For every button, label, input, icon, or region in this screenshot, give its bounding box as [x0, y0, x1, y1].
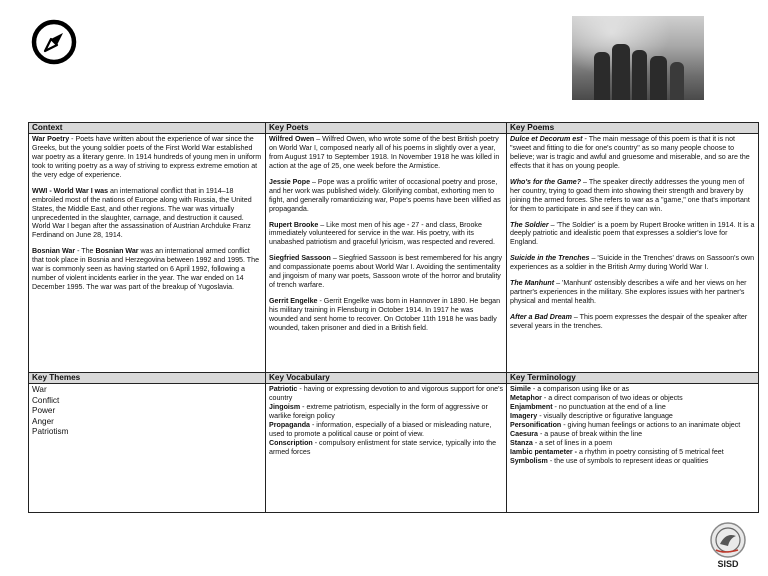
- key-vocabulary-header: Key Vocabulary: [266, 373, 507, 384]
- context-wwi: WWI - World War I was an international conflict that in 1914–18 embroiled most of the nations of Europe along with Russia, the United States, the Middle East, and other regions. The war was virtually unprecedented in the slaughter, carnage, and destruction it caused. World War I began after the assassination of Austrian Archduke Franz Ferdinand on June 28, 1914.: [32, 186, 252, 240]
- soldiers-photo: [572, 16, 704, 100]
- key-poems-cell: [507, 134, 759, 373]
- poem-entry: Dulce et Decorum est - The main message of this poem is that it is not "sweet and fitting to die for one's country" as so many people choose to believe; war is tragic and awful and gruesome and miserable, and so are the effects that it has on young people.: [510, 135, 750, 170]
- context-war-poetry: War Poetry - Poets have written about the experience of war since the Greeks, but the young soldier poets of the First World War established war poetry as a literary genre. In 1914 hundreds of young men in uniform took to writing poetry as a way of striving to express extreme emotion at the very edge of experience.: [32, 135, 262, 179]
- key-poets-header: Key Poets: [266, 123, 507, 134]
- key-themes-cell: [29, 384, 266, 513]
- key-terminology-header: Key Terminology: [507, 373, 759, 384]
- poet-entry: Jessie Pope – Pope was a prolific writer of occasional poetry and prose, and her work was published widely. Glorifying combat, exhorting men to fight, and generally romanticizing war, Pope's poems have been vilified as propaganda.: [269, 177, 501, 213]
- term-entry: Stanza - a set of lines in a poem: [510, 438, 613, 447]
- poem-entry: Who's for the Game? – The speaker directly addresses the young men of her country, trying to goad them into showing their strength and bravery by joining the armed forces. She refers to war as a "game," one that's important for them to participate in and see if they can win.: [510, 177, 750, 213]
- poet-entry: Wilfred Owen – Wilfred Owen, who wrote some of the best British poetry on World War I, composed nearly all of his poems in slightly over a year, from August 1917 to September 1918. In November 1918 he was killed in action at the age of 25, one week before the Armistice.: [269, 135, 500, 170]
- term-entry: Caesura - a pause of break within the line: [510, 429, 643, 438]
- key-terminology-cell: [507, 384, 759, 513]
- poem-entry: After a Bad Dream – This poem expresses the despair of the speaker after several years in the trenches.: [510, 313, 748, 330]
- term-entry: Simile - a comparison using like or as: [510, 385, 630, 393]
- logo-text: SISD: [717, 559, 739, 569]
- key-themes-header: Key Themes: [29, 373, 266, 384]
- context-bosnian-war: Bosnian War - The Bosnian War was an international armed conflict that took place in Bosnia and Herzegovina between 1992 and 1995. The war is commonly seen as having started on 6 April 1992, following a number of violent incidents earlier in the year. The war ended on 14 December 1995. The war was part of the breakup of Yugoslavia.: [32, 247, 260, 292]
- poem-entry: Suicide in the Trenches – 'Suicide in the Trenches' draws on Sassoon's own experiences as a soldier in the British Army during World War I.: [510, 254, 755, 272]
- sisd-logo: [704, 520, 752, 570]
- term-entry: Symbolism - the use of symbols to represent ideas or qualities: [510, 456, 709, 465]
- knowledge-organiser-table: [28, 122, 759, 513]
- poet-entry: Gerrit Engelke - Gerrit Engelke was born in Hannover in 1890. He began his military training in Flensburg in October 1914. In 1917 he was wounded and sent home to recover. On October 11th 1918 he was badly wounded, taken prisoner and died in a British field.: [269, 297, 501, 332]
- term-entry: Enjambment - no punctuation at the end of a line: [510, 402, 666, 411]
- vocab-entry: Jingoism - extreme patriotism, especially in the form of aggressive or warlike foreign policy: [269, 402, 488, 420]
- term-entry: Metaphor - a direct comparison of two ideas or objects: [510, 393, 683, 402]
- poem-entry: The Manhunt – 'Manhunt' ostensibly describes a wife and her views on her partner's experiences in the military. She explores issues with her partner's physical and mental health.: [510, 279, 747, 306]
- term-entry: Personification - giving human feelings or actions to an inanimate object: [510, 420, 741, 429]
- context-header: Context: [29, 123, 266, 134]
- vocab-entry: Propaganda - information, especially of a biased or misleading nature, used to promote a political cause or point of view.: [269, 420, 492, 438]
- theme-item: Patriotism: [32, 427, 69, 436]
- poet-entry: Siegfried Sassoon – Siegfried Sassoon is best remembered for his angry and compassionate poems about World War I. Avoiding the sentimentality and jingoism of many war poets, Sassoon wrote of the horror and brutality of trench warfare.: [269, 254, 503, 290]
- key-vocabulary-cell: [266, 384, 507, 513]
- theme-item: War: [32, 385, 47, 394]
- compass-icon: [30, 18, 78, 66]
- theme-item: Anger: [32, 416, 54, 426]
- term-entry: Imagery - visually descriptive or figurative language: [510, 411, 673, 420]
- poem-entry: The Soldier – 'The Soldier' is a poem by Rupert Brooke written in 1914. It is a deeply patriotic and idealistic poem that expresses a soldier's love for England.: [510, 220, 755, 247]
- theme-item: Power: [32, 406, 56, 415]
- context-cell: [29, 134, 266, 373]
- vocab-entry: Patriotic - having or expressing devotion to and vigorous support for one's country: [269, 385, 504, 402]
- term-entry: Iambic pentameter - a rhythm in poetry consisting of 5 metrical feet: [510, 447, 724, 456]
- poet-entry: Rupert Brooke – Like most men of his age - 27 - and class, Brooke immediately volunteered for service in the war. His poetry, with its unabashed patriotism and graceful lyricism, was respected and revered.: [269, 220, 495, 247]
- vocab-entry: Conscription - compulsory enlistment for state service, typically into the armed forces: [269, 438, 497, 456]
- key-poems-header: Key Poems: [507, 123, 759, 134]
- theme-item: Conflict: [32, 395, 60, 405]
- key-poets-cell: [266, 134, 507, 373]
